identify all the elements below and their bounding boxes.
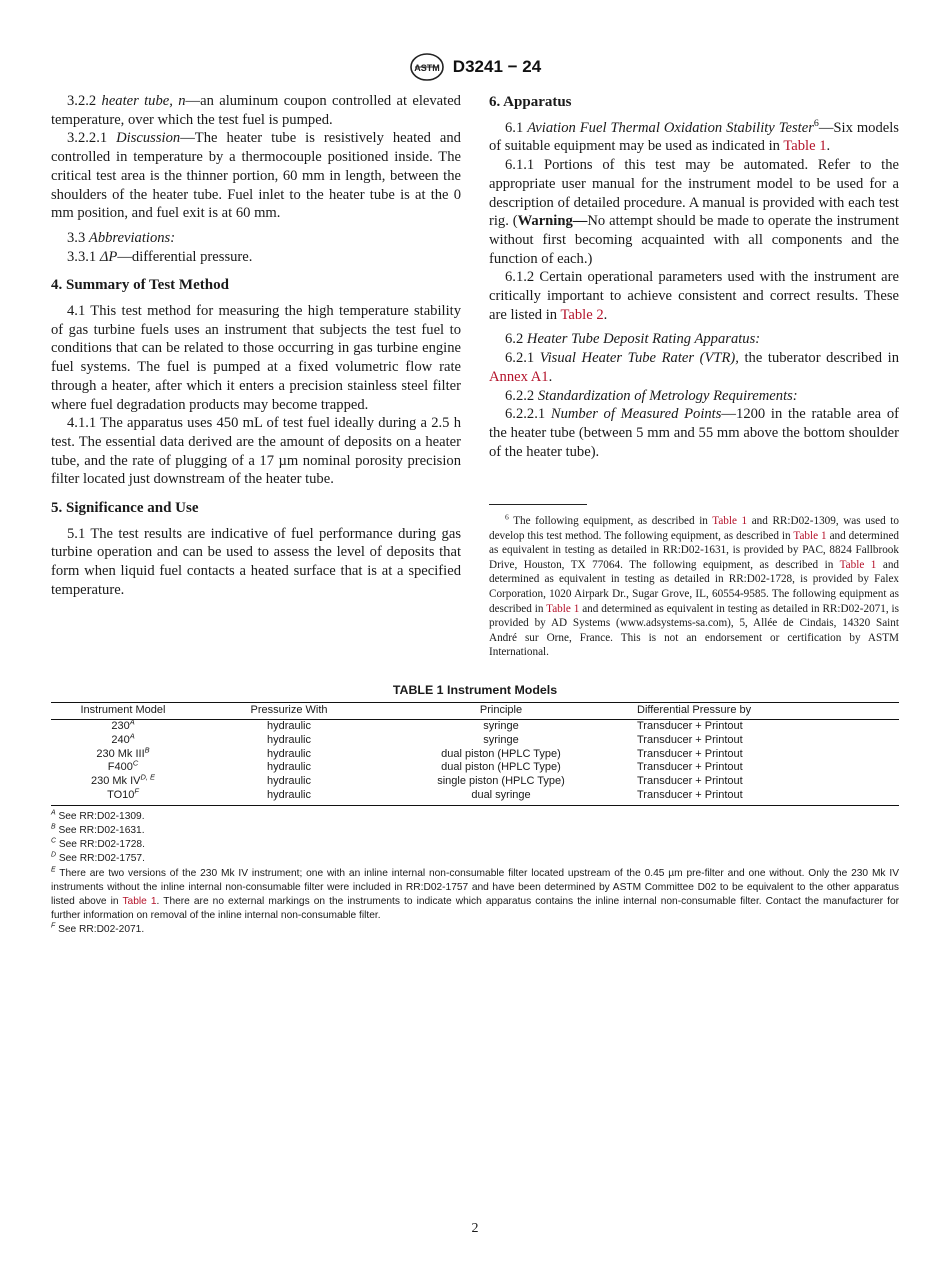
column-header: Differential Pressure by	[619, 703, 899, 720]
svg-text:ASTM: ASTM	[414, 63, 440, 73]
table-row: $240^A$ hydraulic syringe Transducer + Printout	[111, 731, 743, 746]
astm-logo-icon	[409, 52, 445, 82]
section-6-1-2: 6.1.2 Certain operational parameters used with the instrument are critically important to achieve consistent and correct results. These are listed in Table 2.	[489, 269, 899, 323]
section-5-1: 5.1 The test results are indicative of fuel performance during gas turbine operation and can be used to assess the level of deposits that form when liquid fuel contacts a heated surface that is at a specified temperature.	[51, 525, 461, 598]
footnote-6: $^6$ The following equipment, as described in Table 1 and RR:D02-1309, was used to develop this test method. The following equipment, as described in Table 1 and determined as equivalent in testing as detailed in RR:D02-1631, is provided by PAC, 8824 Fallbrook Drive, Houston, TX 77064. The following equipment, as described in Table 1 and determined as equivalent in testing as detailed in RR:D02-1728, is provided by Falex Corporation, 1020 Airpark Dr., Sugar Grove, IL, 60554-9585. The following equipment as described in Table 1 and determined as equivalent in testing as detailed in RR:D02-2071, is provided by AD Systems (www.adsystems-sa.com), 5, Allée de Cindais, 14320 Saint André sur Orne, France. This is not an endorsement or certification by ASTM International.	[489, 512, 900, 659]
section-3-3-1: 3.3.1 ΔP—differential pressure.	[67, 248, 253, 265]
table-2-link[interactable]: Table 2	[560, 306, 604, 323]
section-3-2-2: 3.2.2 heater tube, n—an aluminum coupon controlled at elevated temperature, over which the test fuel is pumped.	[51, 93, 461, 128]
table-footnotes	[51, 810, 899, 938]
footnote-divider	[489, 504, 587, 505]
section-6-1-1: 6.1.1 Portions of this test may be automated. Refer to the appropriate user manual for the instrument model to be used for a description of detailed procedure. A manual is provided with each test rig. (Warning—No attempt should be made to operate the instrument without first becoming acquainted with all components and the function of each.)	[489, 157, 899, 267]
section-3-3: 3.3 Abbreviations:	[67, 229, 176, 246]
table-header-row	[51, 703, 899, 720]
table-note-b: $^B$ See RR:D02-1631.	[51, 823, 145, 836]
section-6-2: 6.2 Heater Tube Deposit Rating Apparatus:	[505, 331, 761, 348]
section-3-2-2-1: 3.2.2.1 Discussion—The heater tube is resistively heated and controlled in temperature by a thermocouple positioned inside. The critical test area is the thinner portion, 60 mm in length, between the shoulders of the heater tube. Fuel inlet to the heater tube is at the 0 mm position, and fuel exit is at 60 mm.	[51, 130, 461, 222]
column-header: Principle	[383, 703, 619, 720]
table-row: $230^A$ hydraulic syringe Transducer + Printout	[111, 717, 743, 732]
table-note-e: $^E$ There are two versions of the 230 Mk IV instrument; one with an inline internal non-consumable filter located upstream of the 0.45 µm pre-filter and one without. Only the 230 Mk IV instruments without the inline internal non-consumable filter were included in RR:D02-1757 and have been determined by ASTM Committee D02 to be equivalent to the other apparatus listed above in Table 1. There are no external markings on the instruments to indicate which apparatus contains the inline internal non-consumable filter. Contact the manufacturer for further information on removal of the inline internal non-consumable filter.	[51, 866, 900, 922]
column-header: Instrument Model	[51, 703, 195, 720]
section-4-1: 4.1 This test method for measuring the high temperature stability of gas turbine fuels uses an instrument that subjects the test fuel to conditions that can be related to those occurring in gas turbine engine fuel systems. The fuel is pumped at a fixed volumetric flow rate through a heater, after which it enters a precision stainless steel filter where fuel degradation products may become trapped.	[51, 303, 461, 413]
footnote-table-1-link[interactable]: Table 1	[546, 602, 580, 615]
table-note-d: $^D$ See RR:D02-1757.	[51, 852, 145, 865]
table-1-link[interactable]: Table 1	[783, 138, 827, 155]
table-row: $TO10^F$ hydraulic dual syringe Transducer + Printout	[107, 786, 743, 801]
table-note-f: $^F$ See RR:D02-2071.	[51, 923, 145, 936]
table-row: 230 Mk $IV^{D, E}$ hydraulic single piston (HPLC Type) Transducer + Printout	[90, 772, 743, 788]
table-row: $F400^C$ hydraulic dual piston (HPLC Type) Transducer + Printout	[107, 758, 743, 774]
heading-section-6: 6. Apparatus	[489, 94, 572, 110]
note-table-1-link[interactable]: Table 1	[122, 896, 157, 907]
table-note-a: $^A$ See RR:D02-1309.	[51, 809, 145, 822]
heading-section-4: 4. Summary of Test Method	[51, 277, 229, 294]
table-1	[51, 683, 899, 938]
section-6-2-1: 6.2.1 Visual Heater Tube Rater (VTR), the tuberator described in Annex A1.	[489, 350, 899, 385]
page-number: 2	[471, 1221, 479, 1236]
document-id: D3241 − 24	[452, 57, 542, 76]
section-6-2-2: 6.2.2 Standardization of Metrology Requirements:	[505, 387, 798, 404]
instrument-models-table	[51, 702, 899, 806]
table-note-c: $^C$ See RR:D02-1728.	[51, 837, 145, 851]
section-6-2-2-1: 6.2.2.1 Number of Measured Points—1200 in the ratable area of the heater tube (between 5 mm and 55 mm above the bottom shoulder of the heater tube).	[489, 406, 899, 460]
section-4-1-1: 4.1.1 The apparatus uses 450 mL of test fuel ideally during a 2.5 h test. The essential data derived are the amount of deposits on a heater tube, and the rate of plugging of a 17 µm nominal porosity precision filter located just downstream of the heater tube.	[51, 415, 461, 488]
footnote-table-1-link[interactable]: Table 1	[839, 558, 877, 571]
footnote-table-1-link[interactable]: Table 1	[793, 529, 827, 542]
table-row: 230 Mk $III^B$ hydraulic dual piston (HPLC Type) Transducer + Printout	[96, 744, 743, 760]
column-header: Pressurize With	[195, 703, 383, 720]
heading-section-5: 5. Significance and Use	[51, 500, 199, 517]
right-column	[489, 92, 899, 467]
table-title: TABLE 1 Instrument Models	[392, 683, 558, 697]
left-column	[51, 92, 461, 606]
page-header	[0, 52, 950, 82]
section-6-1: 6.1 Aviation Fuel Thermal Oxidation Stability Tester$^6$—Six models of suitable equipment may be used as indicated in Table 1.	[489, 117, 899, 155]
footnote-table-1-link[interactable]: Table 1	[712, 515, 748, 527]
annex-a1-link[interactable]: Annex A1	[489, 368, 549, 385]
